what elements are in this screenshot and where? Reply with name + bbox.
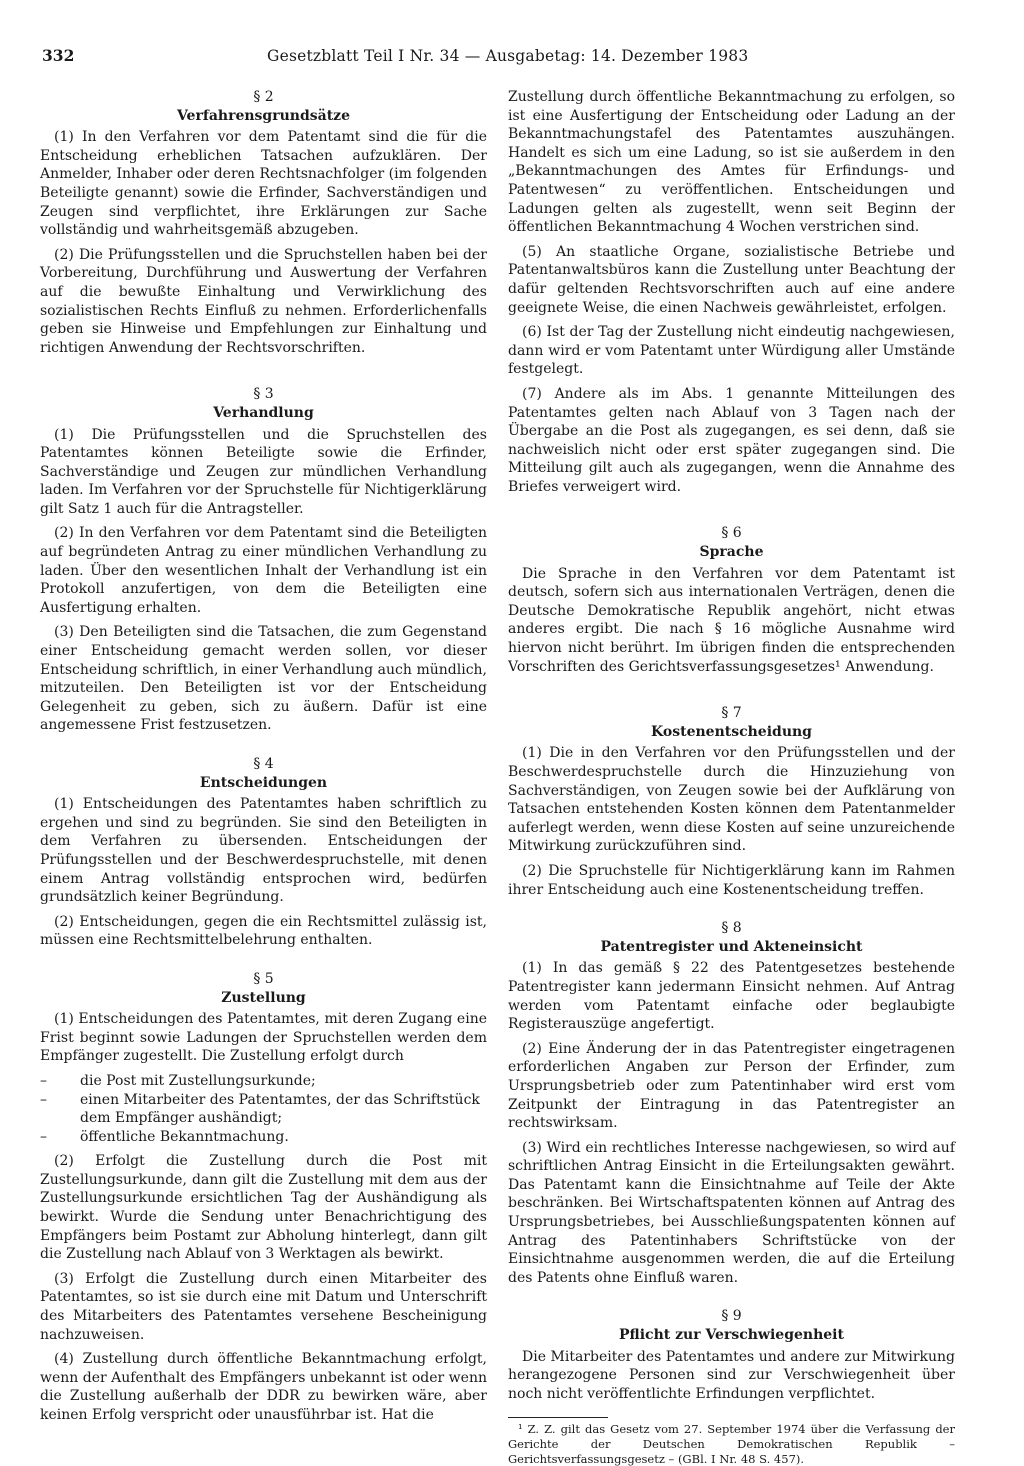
paragraph: (1) Entscheidungen des Patentamtes haben schriftlich zu ergehen und sind zu begründen. Sie sind den Beteiligten in dem Verfahren zu übersenden. Entscheidungen der Prüfungsstellen und der Beschwerdespruchstelle, mit denen einem Antrag vollständig entsprochen wird, bedürfen grundsätzlich keiner Begründung.: [40, 796, 487, 906]
list-item: – einen Mitarbeiter des Patentamtes, der das Schriftstück dem Empfänger aushändigt;: [40, 1091, 487, 1128]
section-8: [508, 919, 955, 1287]
section-number: § 5: [253, 970, 274, 987]
list-item: – die Post mit Zustellungsurkunde;: [40, 1072, 487, 1091]
page-header: [42, 44, 982, 68]
paragraph: (2) Eine Änderung der in das Patentregister eingetragenen erforderlichen Angaben zur Person der Erfinder, zum Ursprungsbetrieb oder zum Patentinhaber wird erst vom Zeitpunkt der Eintragung in das Patentregister an rechtswirksam.: [508, 1040, 955, 1132]
section-number: § 8: [721, 920, 742, 937]
paragraph: (3) Den Beteiligten sind die Tatsachen, die zum Gegenstand einer Entscheidung gemacht werden sollen, vor dieser Entscheidung schriftlich, in einer Verhandlung auch mündlich, mitzuteilen. Den Beteiligten ist vor der Entscheidung Gelegenheit zu geben, sich zu äußern. Dafür ist eine angemessene Frist festzusetzen.: [40, 624, 487, 734]
section-title: Pflicht zur Verschwiegenheit: [619, 1327, 844, 1344]
section-5-continued: [508, 88, 955, 496]
section-number: § 2: [253, 89, 274, 105]
paragraph: (1) In den Verfahren vor dem Patentamt sind die für die Entscheidung erheblichen Tatsachen aufzuklären. Der Anmelder, Inhaber oder deren Rechtsnachfolger (im folgenden Beteiligte genannt) sowie die Erfinder, Sachverständigen und Zeugen sind verpflichtet, ihre Erklärungen zur Sache vollständig und wahrheitsgemäß abzugeben.: [40, 129, 487, 239]
section-5: [40, 970, 487, 1425]
section-7: [508, 704, 955, 899]
section-title: Sprache: [699, 544, 764, 561]
section-title: Patentregister und Akteneinsicht: [600, 938, 863, 955]
section-title: Zustellung: [221, 989, 306, 1006]
section-2: [40, 88, 487, 357]
section-number: § 4: [253, 756, 274, 772]
paragraph: (1) Die Prüfungsstellen und die Spruchstellen des Patentamtes können Beteiligte sowie die Erfinder, Sachverständige und Zeugen zur mündlichen Verhandlung laden. Im Verfahren vor der Spruchstelle für Nichtigerklärung gilt Satz 1 auch für die Antragsteller.: [40, 426, 487, 517]
footnote: ¹ Z. Z. gilt das Gesetz vom 27. September 1974 über die Verfassung der Gerichte der Deutschen Demokratischen Republik – Gerichtsverfassungsgesetz – (GBl. I Nr. 48 S. 457).: [508, 1422, 955, 1466]
right-column: [508, 88, 955, 1466]
paragraph: (2) Die Spruchstelle für Nichtigerklärung kann im Rahmen ihrer Entscheidung auch eine Kostenentscheidung treffen.: [508, 862, 955, 898]
paragraph: (5) An staatliche Organe, sozialistische Betriebe und Patentanwaltsbüros kann die Zustellung unter Beachtung der dafür geltenden Rechtsvorschriften auch auf eine andere geeignete Weise, die einen Nachweis gewährleistet, erfolgen.: [508, 243, 955, 316]
paragraph: (3) Erfolgt die Zustellung durch einen Mitarbeiter des Patentamtes, so ist sie durch eine mit Datum und Unterschrift des Mitarbeiters des Patentamtes versehene Bescheinigung nachzuweisen.: [40, 1270, 487, 1343]
section-6: [508, 524, 955, 676]
paragraph: (1) Die in den Verfahren vor den Prüfungsstellen und der Beschwerdespruchstelle durch die Hinzuziehung von Sachverständigen, von Zeugen sowie bei der Aufklärung von Tatsachen entstehenden Kosten können dem Patentanmelder auferlegt werden, wenn diese Kosten auf seine unzureichende Mitwirkung zurückzuführen sind.: [508, 745, 955, 855]
delivery-methods-list: [40, 1072, 487, 1146]
footnote-divider: [508, 1417, 608, 1418]
section-number: § 7: [721, 705, 742, 722]
list-item: – öffentliche Bekanntmachung.: [40, 1128, 487, 1147]
paragraph: (1) Entscheidungen des Patentamtes, mit deren Zugang eine Frist beginnt sowie Ladungen der Spruchstellen werden dem Empfänger zugestellt. Die Zustellung erfolgt durch: [40, 1011, 487, 1065]
paragraph: (2) Die Prüfungsstellen und die Spruchstellen haben bei der Vorbereitung, Durchführung und Auswertung der Verfahren auf die bewußte Einhaltung und Verwirklichung des sozialistischen Rechts Einfluß zu nehmen. Erforderlichenfalls geben sie Hinweise und Empfehlungen zur Einhaltung und richtigen Anwendung der Rechtsvorschriften.: [40, 246, 487, 356]
paragraph: (1) In das gemäß § 22 des Patentgesetzes bestehende Patentregister kann jedermann Einsicht nehmen. Auf Antrag werden vom Patentamt einfache oder beglaubigte Registerauszüge angefertigt.: [508, 960, 955, 1033]
paragraph: Die Mitarbeiter des Patentamtes und andere zur Mitwirkung herangezogene Personen sind zur Verschwiegenheit über noch nicht veröffentlichte Erfindungen verpflichtet.: [508, 1348, 955, 1402]
paragraph: (6) Ist der Tag der Zustellung nicht eindeutig nachgewiesen, dann wird er vom Patentamt unter Würdigung aller Umstände festgelegt.: [508, 324, 955, 378]
section-number: § 6: [721, 525, 742, 542]
paragraph: (2) In den Verfahren vor dem Patentamt sind die Beteiligten auf begründeten Antrag zu einer mündlichen Verhandlung zu laden. Über den wesentlichen Inhalt der Verhandlung ist ein Protokoll anzufertigen, von dem die Beteiligten eine Ausfertigung erhalten.: [40, 525, 487, 616]
section-number: § 3: [253, 386, 274, 403]
paragraph: (2) Erfolgt die Zustellung durch die Post mit Zustellungsurkunde, dann gilt die Zustellung mit dem aus der Zustellungsurkunde ersichtlichen Tag der Aushändigung als bewirkt. Wurde die Sendung unter Benachrichtigung des Empfängers beim Postamt zur Abholung hinterlegt, dann gilt die Zustellung nach Ablauf von 3 Werktagen als bewirkt.: [40, 1153, 487, 1263]
section-title: Verfahrensgrundsätze: [176, 107, 351, 124]
section-title: Kostenentscheidung: [651, 723, 812, 740]
section-9: [508, 1307, 955, 1403]
paragraph: Zustellung durch öffentliche Bekanntmachung zu erfolgen, so ist eine Ausfertigung der Entscheidung oder Ladung an der Bekanntmachungstafel des Patentamtes auszuhängen. Handelt es sich um eine Ladung, so ist sie außerdem in den „Bekanntmachungen des Amtes für Erfindungs- und Patentwesen“ zu veröffentlichen. Entscheidungen und Ladungen gelten als zugestellt, wenn seit Beginn der öffentlichen Bekanntmachung 4 Wochen verstrichen sind.: [508, 89, 955, 236]
paragraph: (2) Entscheidungen, gegen die ein Rechtsmittel zulässig ist, müssen eine Rechtsmittelbelehrung enthalten.: [40, 913, 487, 949]
section-4: [40, 755, 487, 950]
section-3: [40, 385, 487, 735]
paragraph: (4) Zustellung durch öffentliche Bekanntmachung erfolgt, wenn der Aufenthalt des Empfängers unbekannt ist oder wenn die Zustellung außerhalb der DDR zu bewirken wäre, aber keinen Erfolg verspricht oder unausführbar ist. Hat die: [40, 1351, 487, 1423]
paragraph: (3) Wird ein rechtliches Interesse nachgewiesen, so wird auf schriftlichen Antrag Einsicht in die Erteilungsakten gewährt. Das Patentamt kann die Einsichtnahme auf Teile der Akte beschränken. Bei Wirtschaftspatenten können auf Antrag des Ursprungsbetriebes, bei Ausschließungspatenten können auf Antrag des Patentinhabers Schriftstücke von der Einsichtnahme ausgenommen werden, die auf die Erteilung des Patents ohne Einfluß waren.: [508, 1139, 955, 1286]
paragraph: Die Sprache in den Verfahren vor dem Patentamt ist deutsch, sofern sich aus internationalen Verträgen, denen die Deutsche Demokratische Republik angehört, nicht etwas anderes ergibt. Die nach § 16 mögliche Ausnahme wird hiervon nicht berührt. Im übrigen finden die entsprechenden Vorschriften des Gerichtsverfassungsgesetzes¹ Anwendung.: [508, 565, 955, 675]
section-title: Entscheidungen: [199, 774, 328, 791]
left-column: [40, 88, 487, 1431]
page-number: 332: [42, 46, 75, 65]
section-title: Verhandlung: [213, 404, 314, 421]
paragraph: (7) Andere als im Abs. 1 genannte Mitteilungen des Patentamtes gelten nach Ablauf von 3 Tagen nach der Übergabe an die Post als zugegangen, es sei denn, daß sie nachweislich nicht oder erst später zugegangen sind. Die Mitteilung gilt auch als zugegangen, wenn die Annahme des Briefes verweigert wird.: [508, 385, 955, 495]
section-number: § 9: [721, 1308, 742, 1325]
running-head: Gesetzblatt Teil I Nr. 34 — Ausgabetag: 14. Dezember 1983: [267, 47, 749, 65]
